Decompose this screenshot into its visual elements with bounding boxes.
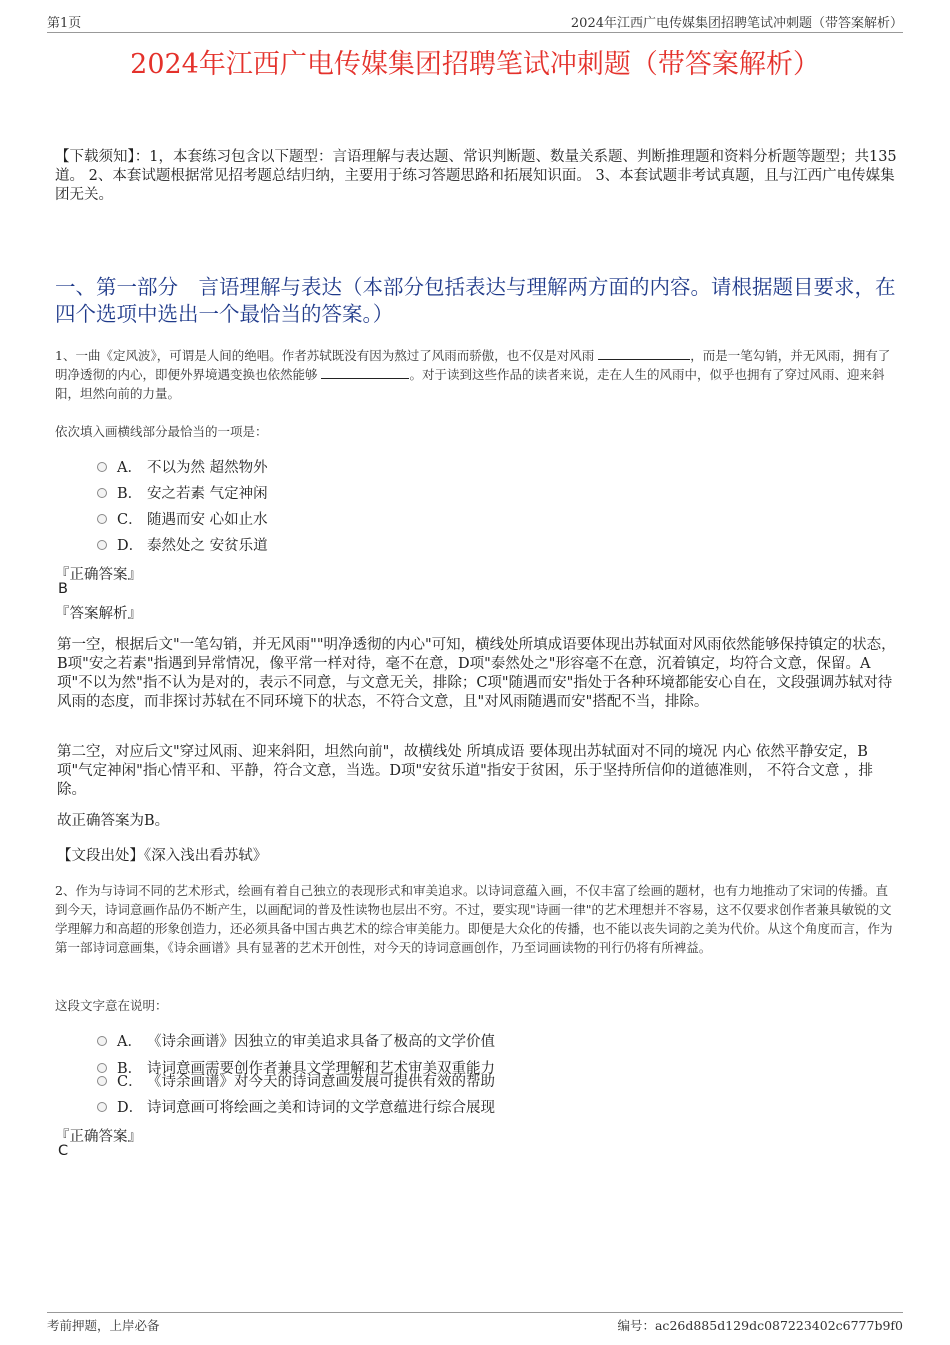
question-1-text-part-a: 1、一曲《定风波》，可谓是人间的绝唱。作者苏轼既没有因为熬过了风雨而骄傲，也不仅是对风雨	[55, 348, 599, 363]
question-1-text-part-b: ，而是一笔勾销，并无风雨，拥有了明净透彻的内心，即便外界境遇变换也依然能够	[55, 348, 891, 382]
q1-option-c[interactable]	[97, 508, 268, 529]
radio-icon[interactable]	[97, 540, 107, 550]
question-1-prompt: 依次填入画横线部分最恰当的一项是：	[55, 424, 268, 439]
q1-option-a[interactable]	[97, 456, 268, 477]
q1-analysis-para-2: 第二空，对应后文"穿过风雨、迎来斜阳，坦然向前"，故横线处 所填成语 要体现出苏轼面对不同的境况 内心 依然平静安定，B项"气定神闲"指心情平和、平静，符合文意，当选。D项"安贫乐道"指安于贫困，乐于坚持所信仰的道德准则， 不符合文意 ，排除。	[57, 744, 874, 798]
option-letter: C．	[117, 1074, 143, 1090]
option-letter: A．	[117, 1034, 142, 1050]
radio-icon[interactable]	[97, 1036, 107, 1046]
q2-option-c[interactable]	[97, 1070, 495, 1091]
header-doc-title: 2024年江西广电传媒集团招聘笔试冲刺题（带答案解析）	[570, 16, 903, 31]
option-text: 安之若素 气定神闲	[147, 486, 268, 502]
option-letter: C．	[117, 512, 143, 528]
radio-icon[interactable]	[97, 514, 107, 524]
q1-correct-label: 『正确答案』	[55, 567, 142, 583]
q2-option-d[interactable]	[97, 1096, 495, 1117]
header-divider	[47, 32, 903, 33]
footer-doc-id: 编号：ac26d885d129dc087223402c6777b9f0	[617, 1318, 903, 1333]
q1-analysis-para-1: 第一空，根据后文"一笔勾销，并无风雨""明净透彻的内心"可知，横线处所填成语要体现出苏轼面对风雨依然能够保持镇定的状态，B项"安之若素"指遇到异常情况，像平常一样对待，毫不在意，D项"泰然处之"形容毫不在意，沉着镇定，均符合文意，保留。A项"不以为然"指不认为是对的，表示不同意，与文意无关，排除；C项"随遇而安"指处于各种环境都能安心自在，文段强调苏轼对待风雨的态度，而非探讨苏轼在不同环境下的状态，不符合文意，且"对风雨随遇而安"搭配不当，排除。	[57, 637, 896, 710]
option-text: 不以为然 超然物外	[147, 460, 268, 476]
option-letter: A．	[117, 460, 142, 476]
footer-slogan: 考前押题，上岸必备	[47, 1318, 160, 1333]
radio-icon[interactable]	[97, 1076, 107, 1086]
option-letter: D．	[117, 1100, 144, 1116]
q2-option-a[interactable]	[97, 1030, 495, 1051]
page-title: 2024年江西广电传媒集团招聘笔试冲刺题（带答案解析）	[130, 49, 820, 80]
option-text: 诗词意画需要创作者兼具文学理解和艺术审美双重能力	[147, 1061, 495, 1077]
q1-source: 【文段出处】《深入浅出看苏轼》	[57, 848, 268, 864]
question-2-text: 2、作为与诗词不同的艺术形式，绘画有着自己独立的表现形式和审美追求。以诗词意蕴入画，不仅丰富了绘画的题材，也有力地推动了宋词的传播。直到今天，诗词意画作品仍不断产生，以画配词的普及性读物也层出不穷。不过，要实现"诗画一律"的艺术理想并不容易，这不仅要求创作者兼具敏锐的文学理解力和高超的形象创造力，还必须具备中国古典艺术的综合审美能力。即便是大众化的传播，也不能以丧失词韵之美为代价。从这个角度而言，作为第一部诗词意画集，《诗余画谱》具有显著的艺术开创性，对今天的诗词意画创作，乃至词画读物的刊行仍将有所裨益。	[55, 883, 893, 955]
q2-correct-label: 『正确答案』	[55, 1129, 142, 1145]
q1-analysis-conclusion: 故正确答案为B。	[57, 813, 170, 829]
option-letter: B．	[117, 486, 143, 502]
option-letter: D．	[117, 538, 144, 554]
option-text: 《诗余画谱》因独立的审美追求具备了极高的文学价值	[147, 1034, 495, 1050]
header-page-number: 第1页	[47, 16, 82, 31]
option-text: 泰然处之 安贫乐道	[147, 538, 268, 554]
radio-icon[interactable]	[97, 1102, 107, 1112]
option-letter: B．	[117, 1061, 143, 1077]
radio-icon[interactable]	[97, 462, 107, 472]
q1-answer: B	[58, 581, 68, 597]
blank-2	[321, 365, 409, 379]
section-heading: 一、第一部分 言语理解与表达（本部分包括表达与理解两方面的内容。请根据题目要求，在四个选项中选出一个最恰当的答案。）	[55, 275, 896, 326]
option-text: 诗词意画可将绘画之美和诗词的文学意蕴进行综合展现	[147, 1100, 495, 1116]
blank-1	[598, 346, 690, 360]
q1-option-d[interactable]	[97, 534, 268, 555]
footer-divider	[47, 1312, 903, 1313]
q1-analysis-label: 『答案解析』	[55, 606, 142, 622]
download-notice: 【下载须知】：1，本套练习包含以下题型：言语理解与表达题、常识判断题、数量关系题、判断推理题和资料分析题等题型；共135道。 2、本套试题根据常见招考题总结归纳，主要用于练习答题思路和拓展知识面。 3、本套试题非考试真题，且与江西广电传媒集团无关。	[55, 149, 897, 203]
question-1-text	[55, 346, 900, 403]
option-text: 随遇而安 心如止水	[147, 512, 268, 528]
question-1-text-part-c: 。对于读到这些作品的读者来说，走在人生的风雨中，似乎也拥有了穿过风雨、迎来斜阳，坦然向前的力量。	[55, 367, 885, 401]
q2-answer: C	[58, 1143, 69, 1159]
radio-icon[interactable]	[97, 488, 107, 498]
q1-option-b[interactable]	[97, 482, 268, 503]
question-2-prompt: 这段文字意在说明：	[55, 998, 168, 1013]
option-text: 《诗余画谱》对今天的诗词意画发展可提供有效的帮助	[147, 1074, 495, 1090]
